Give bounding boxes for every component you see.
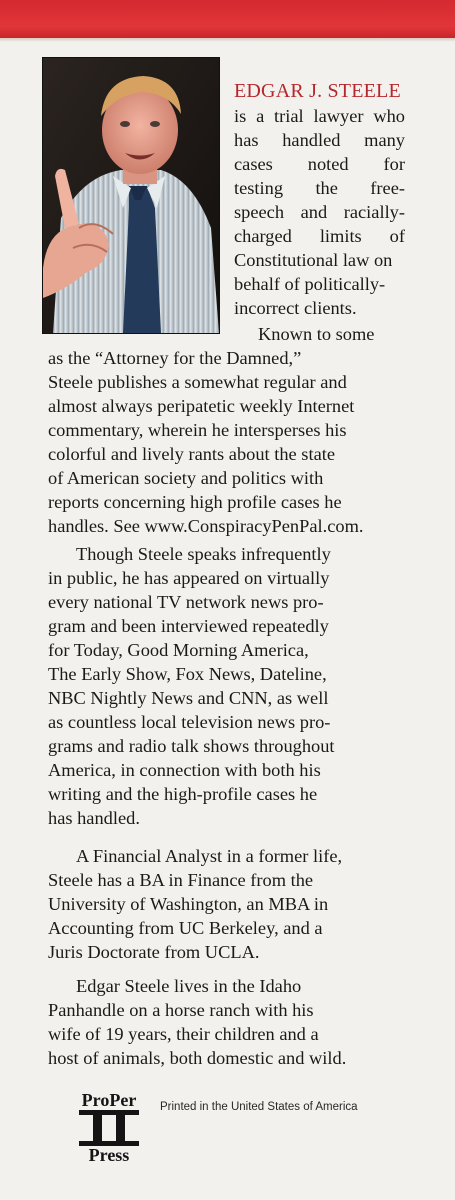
- author-photo-illustration: [43, 58, 219, 333]
- bio-word: charged: [234, 226, 292, 246]
- bio-line: [234, 176, 405, 200]
- bio-line: commentary, wherein he intersperses his: [48, 420, 347, 440]
- printed-note: Printed in the United States of America: [160, 1101, 358, 1113]
- bio-line: colorful and lively rants about the state: [48, 444, 336, 464]
- bio-line: University of Washington, an MBA in: [48, 894, 329, 914]
- top-color-band: [0, 0, 455, 38]
- bio-word: cases: [234, 154, 273, 174]
- bio-word: handled: [282, 130, 341, 150]
- bio-word: testing: [234, 178, 284, 198]
- bio-line: Steele publishes a somewhat regular and: [48, 372, 347, 392]
- logo-bottom-text: Press: [88, 1145, 130, 1165]
- bio-line: of American society and politics with: [48, 468, 324, 488]
- bio-line: Steele has a BA in Finance from the: [48, 870, 314, 890]
- bio-line: behalf of politically-: [234, 274, 386, 294]
- bio-line: [234, 152, 405, 176]
- bio-line: Panhandle on a horse ranch with his: [48, 1000, 314, 1020]
- bio-word: who: [373, 106, 405, 126]
- bio-line: A Financial Analyst in a former life,: [76, 846, 343, 866]
- bio-word: free-: [370, 178, 405, 198]
- bio-word: racially-: [343, 202, 405, 222]
- bio-line: writing and the high-profile cases he: [48, 784, 318, 804]
- bio-word: a: [256, 106, 265, 126]
- bio-line: Accounting from UC Berkeley, and a: [48, 918, 323, 938]
- bio-line: grams and radio talk shows throughout: [48, 736, 335, 756]
- bio-line: Juris Doctorate from UCLA.: [48, 942, 260, 962]
- bio-line: as the “Attorney for the Damned,”: [48, 348, 302, 368]
- bio-word: lawyer: [313, 106, 364, 126]
- bio-line: in public, he has appeared on virtually: [48, 568, 330, 588]
- bio-word: many: [364, 130, 405, 150]
- bio-line: incorrect clients.: [234, 298, 357, 318]
- bio-line: host of animals, both domestic and wild.: [48, 1048, 347, 1068]
- publisher-logo: [70, 1090, 148, 1170]
- top-band-shadow: [0, 38, 455, 42]
- bio-line: Edgar Steele lives in the Idaho: [76, 976, 302, 996]
- columns-icon: [79, 1110, 139, 1146]
- bio-line: NBC Nightly News and CNN, as well: [48, 688, 329, 708]
- author-photo: [42, 57, 220, 334]
- bio-word: noted: [307, 154, 349, 174]
- bio-line: The Early Show, Fox News, Dateline,: [48, 664, 327, 684]
- bio-word: of: [389, 226, 405, 246]
- bio-line: as countless local television news pro-: [48, 712, 331, 732]
- bio-line: gram and been interviewed repeatedly: [48, 616, 329, 636]
- bio-line: almost always peripatetic weekly Internet: [48, 396, 355, 416]
- bio-word: speech: [234, 202, 285, 222]
- bio-line: Known to some: [258, 324, 375, 344]
- bio-word: is: [234, 106, 247, 126]
- author-name: EDGAR J. STEELE: [234, 80, 401, 102]
- bio-word: for: [383, 154, 405, 174]
- bio-line: [234, 104, 405, 128]
- bio-line: for Today, Good Morning America,: [48, 640, 309, 660]
- bio-line: has handled.: [48, 808, 140, 828]
- bio-line: reports concerning high profile cases he: [48, 492, 342, 512]
- bio-word: limits: [319, 226, 362, 246]
- bio-line: handles. See www.ConspiracyPenPal.com.: [48, 516, 364, 536]
- bio-word: the: [315, 178, 338, 198]
- bio-line: wife of 19 years, their children and a: [48, 1024, 319, 1044]
- bio-word: has: [234, 130, 259, 150]
- bio-word: and: [300, 202, 328, 222]
- bio-line: [234, 200, 405, 224]
- bio-line: [234, 224, 405, 248]
- bio-line: Constitutional law on: [234, 250, 393, 270]
- bio-word: trial: [274, 106, 304, 126]
- bio-line: America, in connection with both his: [48, 760, 321, 780]
- bio-line: [234, 128, 405, 152]
- bio-line: every national TV network news pro-: [48, 592, 324, 612]
- logo-top-text: ProPer: [81, 1090, 137, 1110]
- bio-line: Though Steele speaks infrequently: [76, 544, 331, 564]
